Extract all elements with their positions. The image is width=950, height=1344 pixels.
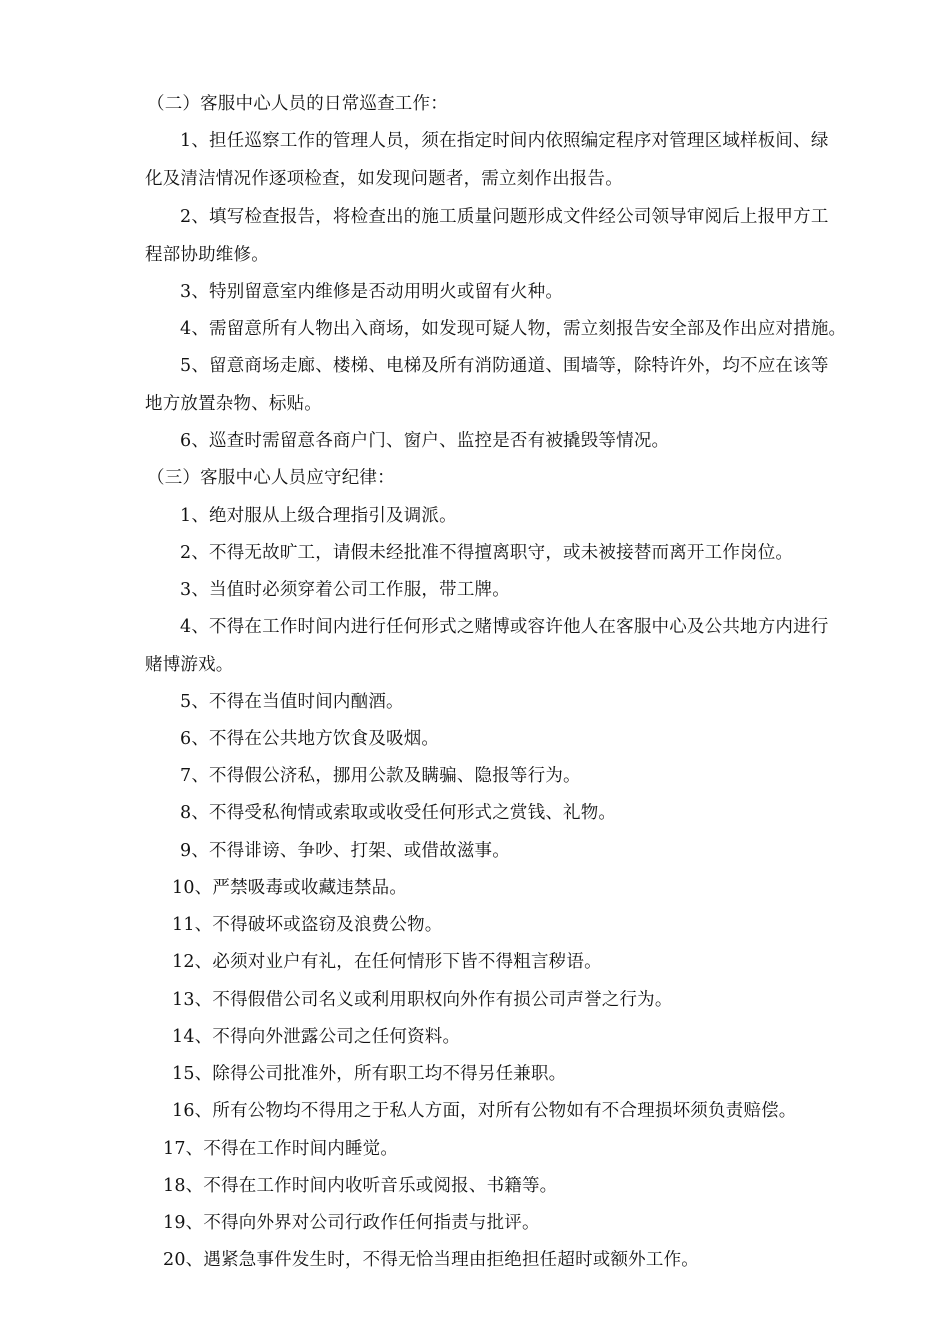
list-item-continuation: 化及清洁情况作逐项检查，如发现问题者，需立刻作出报告。	[145, 169, 623, 189]
list-item: 19、不得向外界对公司行政作任何指责与批评。	[163, 1213, 540, 1233]
list-item: 5、不得在当值时间内酗酒。	[180, 692, 404, 712]
list-item: 2、填写检查报告，将检查出的施工质量问题形成文件经公司领导审阅后上报甲方工	[180, 207, 829, 227]
list-item: 11、不得破坏或盗窃及浪费公物。	[172, 915, 443, 935]
list-item-continuation: 赌博游戏。	[145, 655, 234, 675]
list-item: 10、严禁吸毒或收藏违禁品。	[172, 878, 408, 898]
list-item: 17、不得在工作时间内睡觉。	[163, 1139, 399, 1159]
list-item-continuation: 程部协助维修。	[145, 245, 269, 265]
list-item: 12、必须对业户有礼，在任何情形下皆不得粗言秽语。	[172, 952, 602, 972]
list-item: 1、绝对服从上级合理指引及调派。	[180, 506, 457, 526]
list-item: 18、不得在工作时间内收听音乐或阅报、书籍等。	[163, 1176, 558, 1196]
list-item: 4、不得在工作时间内进行任何形式之赌博或容许他人在客服中心及公共地方内进行	[180, 617, 829, 637]
list-item: 6、不得在公共地方饮食及吸烟。	[180, 729, 440, 749]
list-item: 5、留意商场走廊、楼梯、电梯及所有消防通道、围墙等，除特许外，均不应在该等	[180, 356, 829, 376]
list-item: 20、遇紧急事件发生时，不得无恰当理由拒绝担任超时或额外工作。	[163, 1250, 699, 1270]
list-item-continuation: 地方放置杂物、标贴。	[145, 394, 322, 414]
list-item: 3、特别留意室内维修是否动用明火或留有火种。	[180, 282, 564, 302]
list-item: 9、不得诽谤、争吵、打架、或借故滋事。	[180, 841, 510, 861]
list-item: 7、不得假公济私，挪用公款及瞒骗、隐报等行为。	[180, 766, 581, 786]
list-item: 13、不得假借公司名义或利用职权向外作有损公司声誉之行为。	[172, 990, 673, 1010]
section-heading-3: （三）客服中心人员应守纪律：	[147, 468, 395, 488]
list-item: 3、当值时必须穿着公司工作服，带工牌。	[180, 580, 510, 600]
list-item: 15、除得公司批准外，所有职工均不得另任兼职。	[172, 1064, 567, 1084]
list-item: 16、所有公物均不得用之于私人方面，对所有公物如有不合理损坏须负责赔偿。	[172, 1101, 797, 1121]
list-item: 8、不得受私徇情或索取或收受任何形式之赏钱、礼物。	[180, 803, 617, 823]
section-heading-2: （二）客服中心人员的日常巡查工作：	[147, 94, 448, 114]
list-item: 1、担任巡察工作的管理人员，须在指定时间内依照编定程序对管理区域样板间、绿	[180, 131, 829, 151]
list-item: 2、不得无故旷工，请假未经批准不得擅离职守，或未被接替而离开工作岗位。	[180, 543, 794, 563]
list-item: 6、巡查时需留意各商户门、窗户、监控是否有被撬毁等情况。	[180, 431, 670, 451]
list-item: 4、需留意所有人物出入商场，如发现可疑人物，需立刻报告安全部及作出应对措施。	[180, 319, 847, 339]
list-item: 14、不得向外泄露公司之任何资料。	[172, 1027, 461, 1047]
